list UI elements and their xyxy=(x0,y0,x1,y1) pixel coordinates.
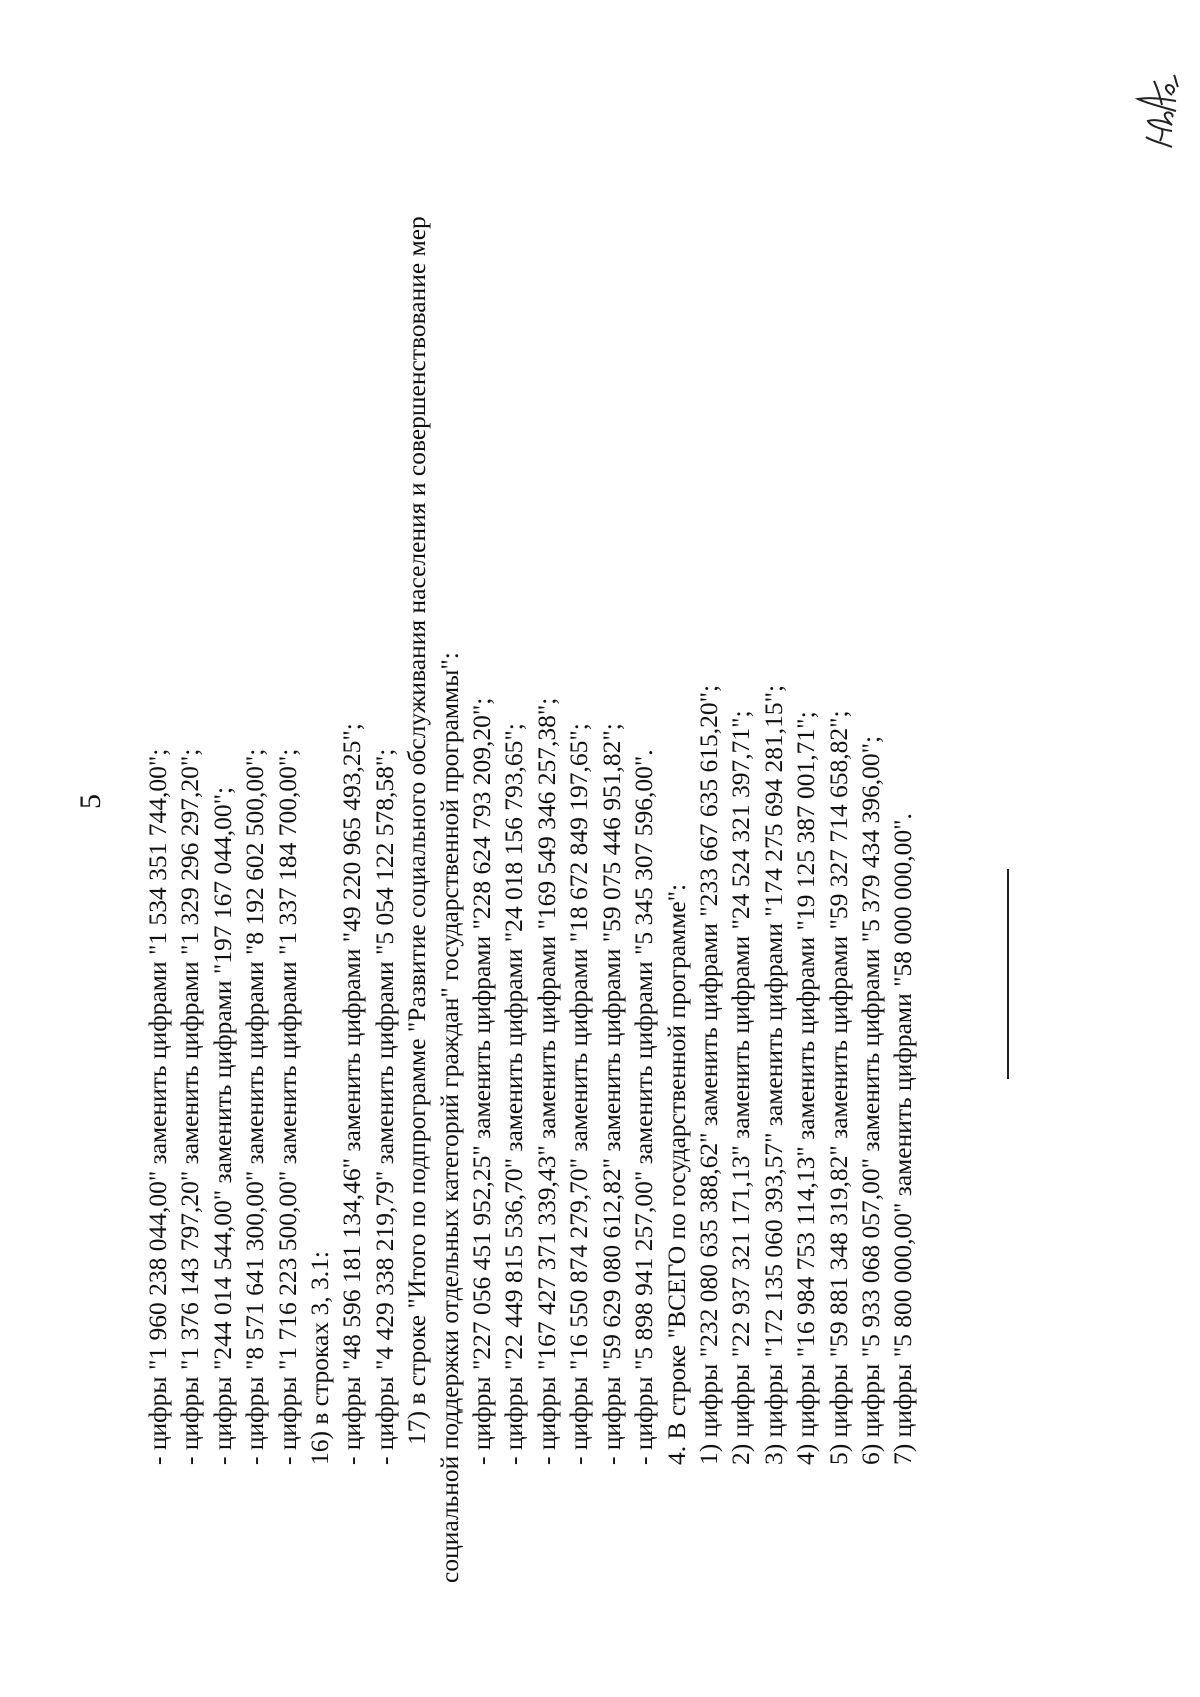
text-line: 4) цифры "16 984 753 114,13" заменить цифрами "19 125 387 001,71"; xyxy=(791,711,821,1465)
text-line: - цифры "227 056 451 952,25" заменить цифрами "228 624 793 209,20"; xyxy=(467,697,497,1465)
page-number: 5 xyxy=(74,794,107,809)
text-line: 4. В строке "ВСЕГО по государственной программе": xyxy=(661,883,691,1465)
text-line: 17) в строке "Итого по подпрограмме "Развитие социального обслуживания населения и совершенствование мер xyxy=(402,216,432,1445)
body-text xyxy=(142,185,920,1583)
text-line: - цифры "22 449 815 536,70" заменить цифрами "24 018 156 793,65"; xyxy=(499,723,529,1465)
text-line: - цифры "4 429 338 219,79" заменить цифрами "5 054 122 578,58"; xyxy=(369,748,399,1465)
text-line: - цифры "167 427 371 339,43" заменить цифрами "169 549 346 257,38"; xyxy=(531,697,561,1465)
text-line: - цифры "5 898 941 257,00" заменить цифрами "5 345 307 596,00". xyxy=(629,749,659,1465)
text-line: - цифры "59 629 080 612,82" заменить цифрами "59 075 446 951,82"; xyxy=(596,723,626,1465)
text-line: 1) цифры "232 080 635 388,62" заменить цифрами "233 667 635 615,20"; xyxy=(693,684,723,1465)
text-line: - цифры "1 376 143 797,20" заменить цифрами "1 329 296 297,20"; xyxy=(175,748,205,1465)
text-line: - цифры "1 716 223 500,00" заменить цифрами "1 337 184 700,00"; xyxy=(272,748,302,1465)
text-line: 5) цифры "59 881 348 319,82" заменить цифрами "59 327 714 658,82"; xyxy=(823,710,853,1465)
text-line: 2) цифры "22 937 321 171,13" заменить цифрами "24 524 321 397,71"; xyxy=(726,710,756,1465)
text-line: - цифры "16 550 874 279,70" заменить цифрами "18 672 849 197,65"; xyxy=(564,723,594,1465)
text-line: 16) в строках 3, 3.1: xyxy=(305,1251,335,1465)
text-line: - цифры "48 596 181 134,46" заменить цифрами "49 220 965 493,25"; xyxy=(337,723,367,1465)
text-line: - цифры "244 014 544,00" заменить цифрами "197 167 044,00"; xyxy=(207,786,237,1465)
text-line: - цифры "1 960 238 044,00" заменить цифрами "1 534 351 744,00"; xyxy=(143,748,172,1465)
signature-icon xyxy=(1132,73,1188,151)
text-line: социальной поддержки отдельных категорий граждан" государственной программы": xyxy=(434,652,464,1583)
closing-rule xyxy=(1007,869,1009,1079)
text-line: 7) цифры "5 800 000,00" заменить цифрами "58 000 000,00". xyxy=(888,813,918,1465)
text-line: 3) цифры "172 135 060 393,57" заменить цифрами "174 275 694 281,15"; xyxy=(758,684,788,1465)
text-line: 6) цифры "5 933 068 057,00" заменить цифрами "5 379 434 396,00"; xyxy=(855,735,885,1465)
text-line: - цифры "8 571 641 300,00" заменить цифрами "8 192 602 500,00"; xyxy=(240,748,270,1465)
